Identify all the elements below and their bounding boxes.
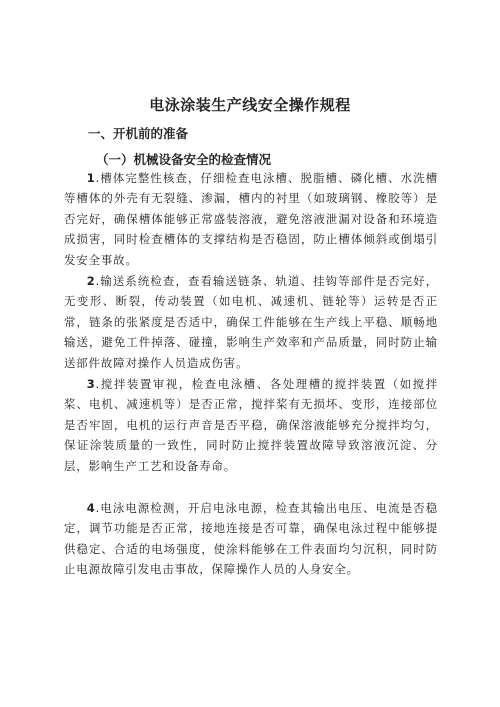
paragraph-text: .搅拌装置审视，检查电泳槽、各处理槽的搅拌装置（如搅拌桨、电机、减速机等）是否正常，搅拌桨有无损坏、变形，连接部位是否牢固，电机的运行声音是否平稳，确保溶液能够充分搅拌均匀，保证涂装质量的一致性，同时防止搅拌装置故障导致溶液沉淀、分层，影响生产工艺和设备寿命。 <box>64 377 438 473</box>
paragraph-text: .输送系统检查，查看输送链条、轨道、挂钩等部件是否完好，无变形、断裂，传动装置（如电机、减速机、链轮等）运转是否正常，链条的张紧度是否适中，确保工件能够在生产线上平稳、顺畅地输送，避免工件掉落、碰撞，影响生产效率和产品质量，同时防止输送部件故障对操作人员造成伤害。 <box>64 274 438 370</box>
paragraph-3 <box>64 374 438 476</box>
paragraph-2 <box>64 271 438 373</box>
paragraph-text: .槽体完整性核查，仔细检查电泳槽、脱脂槽、磷化槽、水洗槽等槽体的外壳有无裂缝、渗漏，槽内的衬里（如玻璃钢、橡胶等）是否完好，确保槽体能够正常盛装溶液，避免溶液泄漏对设备和环境造成损害，同时检查槽体的支撑结构是否稳固，防止槽体倾斜或倒塌引发安全事故。 <box>64 171 438 267</box>
paragraph-number: 1 <box>86 171 96 185</box>
paragraph-number: 2 <box>86 274 96 288</box>
document-title: 电泳涂装生产线安全操作规程 <box>149 96 351 114</box>
paragraph-number: 3 <box>86 377 96 391</box>
section-heading: 一、开机前的准备 <box>88 126 189 141</box>
paragraph-1 <box>64 168 438 270</box>
paragraph-text: .电泳电源检测，开启电泳电源，检查其输出电压、电流是否稳定，调节功能是否正常，接地连接是否可靠，确保电泳过程中能够提供稳定、合适的电场强度，使涂料能够在工件表面均匀沉积，同时防止电源故障引发电击事故，保障操作人员的人身安全。 <box>64 501 438 577</box>
subsection-heading: （一）机械设备安全的检查情况 <box>96 152 272 167</box>
paragraph-4 <box>64 498 438 580</box>
paragraph-number: 4 <box>86 501 96 515</box>
